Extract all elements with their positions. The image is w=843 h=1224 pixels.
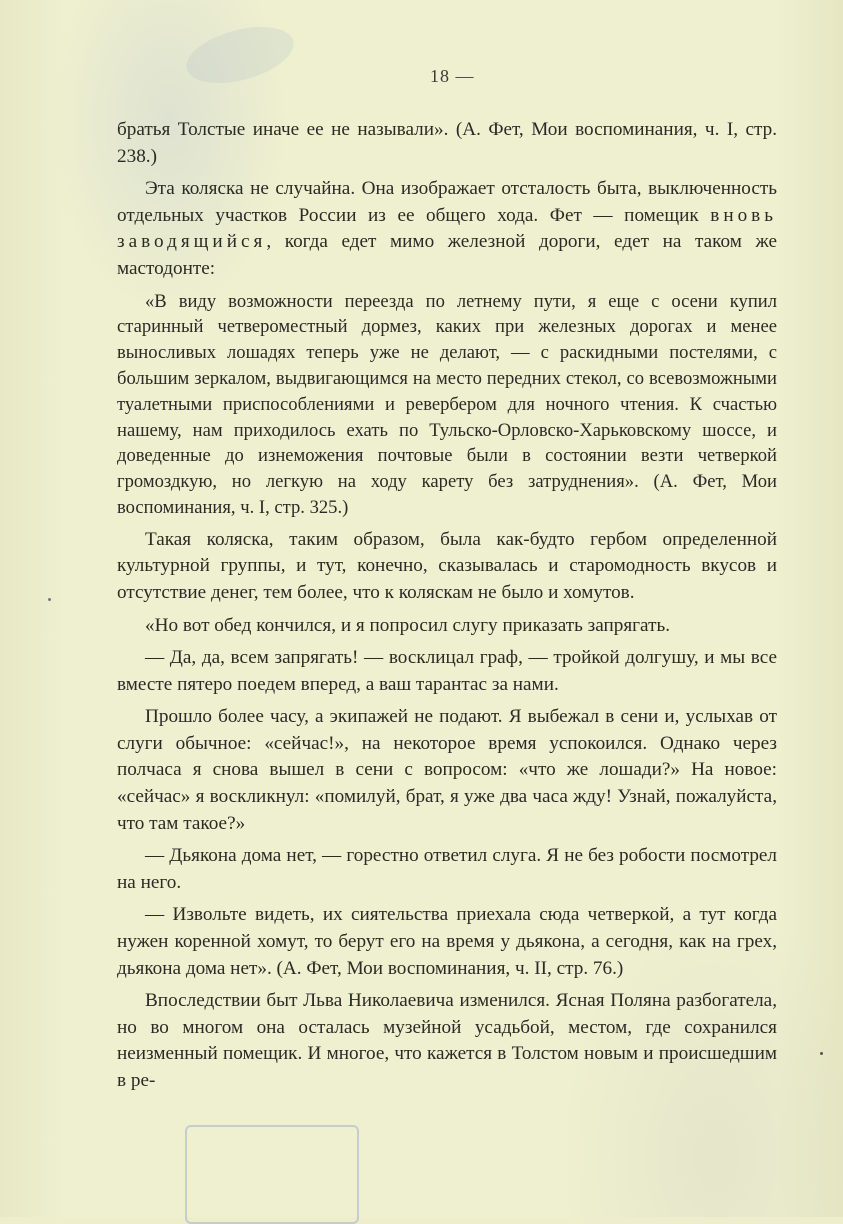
paper-stain [180, 17, 299, 94]
paragraph: Прошло более часу, а экипажей не подают. Я выбежал в сени и, услыхав от слуги обычное: «сейчас!», на некоторое время успокоился. Однако через полчаса я снова вышел в сени с вопросом: «что же лошади?» На новое: «сейчас» я воскликнул: «помилуй, брат, я уже два часа жду! Узнай, пожалуйста, что там такое?» [117, 706, 777, 834]
paragraph-text: Эта коляска не случайна. Она изображает отсталость быта, выключенность отдельных участков России из ее общего хода. Фет — помещик [117, 178, 777, 226]
emphasized-text: вновь заводящийся [117, 204, 777, 253]
paragraph: «Но вот обед кончился, и я попросил слугу приказать запрягать. [145, 614, 671, 636]
library-stamp [185, 1125, 359, 1224]
paragraph: Впоследствии быт Льва Николаевича изменился. Ясная Поляна разбогатела, но во многом она осталась музейной усадьбой, местом, где сохранился неизменный помещик. И многое, что кажется в Толстом новым и происшедшим в ре- [117, 990, 777, 1092]
paragraph: — Извольте видеть, их сиятельства приехала сюда четверкой, а тут когда нужен коренной хомут, то берут его на время у дьякона, а сегодня, как на грех, дьякона дома нет». (А. Фет, Мои воспоминания, ч. II, стр. 76.) [117, 904, 777, 979]
ink-speck [820, 1052, 823, 1055]
paragraph: Такая коляска, таким образом, была как-будто гербом определенной культурной группы, и тут, конечно, сказывалась и старомодность вкусов и отсутствие денег, тем более, что к коляскам не было и хомутов. [117, 528, 777, 603]
block-quote: «В виду возможности переезда по летнему пути, я еще с осени купил старинный четвероместный дормез, каких при железных дорогах и менее выносливых лошадях теперь уже не делают, — с раскидными постелями, с большим зеркалом, выдвигающимся на место передних стекол, со всевозможными туалетными приспособлениями и ревербером для ночного чтения. К счастью нашему, нам приходилось ехать по Тульско-Орловско-Харьковскому шоссе, и доведенные до изнеможения почтовые были в состоянии везти четверкой громоздкую, но легкую на ходу карету без затруднения». (А. Фет, Мои воспоминания, ч. I, стр. 325.) [117, 290, 777, 518]
body-text [117, 117, 777, 1101]
paragraph: — Дьякона дома нет, — горестно ответил слуга. Я не без робости посмотрел на него. [117, 845, 777, 893]
page-number: 18 — [430, 66, 475, 86]
paragraph-text: , когда едет мимо железной дороги, едет на таком же мастодонте: [117, 231, 777, 279]
paragraph: — Да, да, всем запрягать! — восклицал граф, — тройкой долгушу, и мы все вместе пятеро поедем вперед, а ваш тарантас за нами. [117, 647, 777, 695]
ink-speck [48, 598, 51, 601]
paragraph [117, 176, 777, 282]
paragraph-continuation: братья Толстые иначе ее не называли». (А. Фет, Мои воспоминания, ч. I, стр. 238.) [117, 119, 777, 167]
